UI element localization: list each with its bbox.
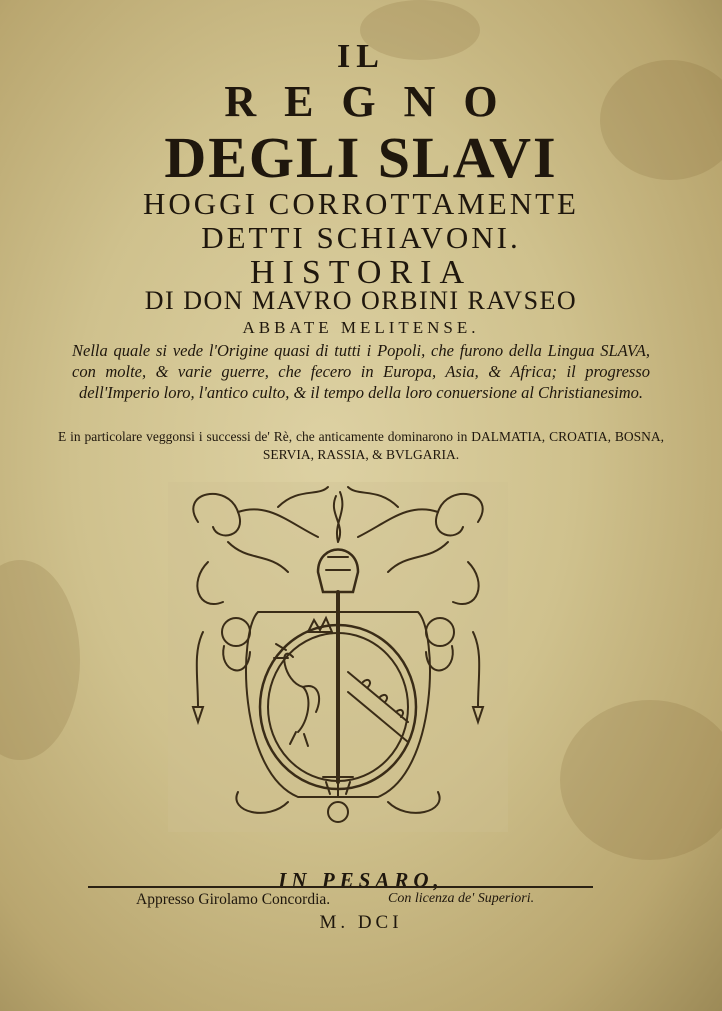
author-line: DI DON MAVRO ORBINI RAVSEO <box>144 286 578 315</box>
rule-line <box>88 886 593 888</box>
printer-device-engraving <box>168 482 508 832</box>
title-degli-slavi: DEGLI SLAVI <box>164 125 558 190</box>
author-title: ABBATE MELITENSE. <box>242 318 480 337</box>
coat-of-arms-icon <box>168 482 508 832</box>
imprint-license: Con licenza de' Superiori. <box>388 891 535 906</box>
paper-stain <box>560 700 722 860</box>
paper-stain <box>0 560 80 760</box>
title-il: IL <box>337 38 385 75</box>
title-historia: HISTORIA <box>249 254 473 291</box>
imprint-place: IN PESARO, <box>278 868 444 892</box>
title-regno: REGNO <box>224 77 526 126</box>
title-hoggi: HOGGI CORROTTAMENTE <box>143 186 579 221</box>
description-paragraph: Nella quale si vede l'Origine quasi di tutti i Popoli, che furono della Lingua SLAVA, con molte, & varie guerre, che fecero in Europa, Asia, & Africa; il progresso dell'Imperio loro, l'antico culto, & il tempo della loro conuersione al Christianesimo. <box>72 341 650 402</box>
imprint-date: M. DCI <box>319 912 403 933</box>
title-detti: DETTI SCHIAVONI. <box>201 220 521 255</box>
description-paragraph-2: E in particolare veggonsi i successi de' Rè, che anticamente dominarono in DALMATIA, CROATIA, BOSNA, SERVIA, RASSIA, & BVLGARIA. <box>58 429 664 462</box>
imprint-publisher: Appresso Girolamo Concordia. <box>136 891 331 908</box>
